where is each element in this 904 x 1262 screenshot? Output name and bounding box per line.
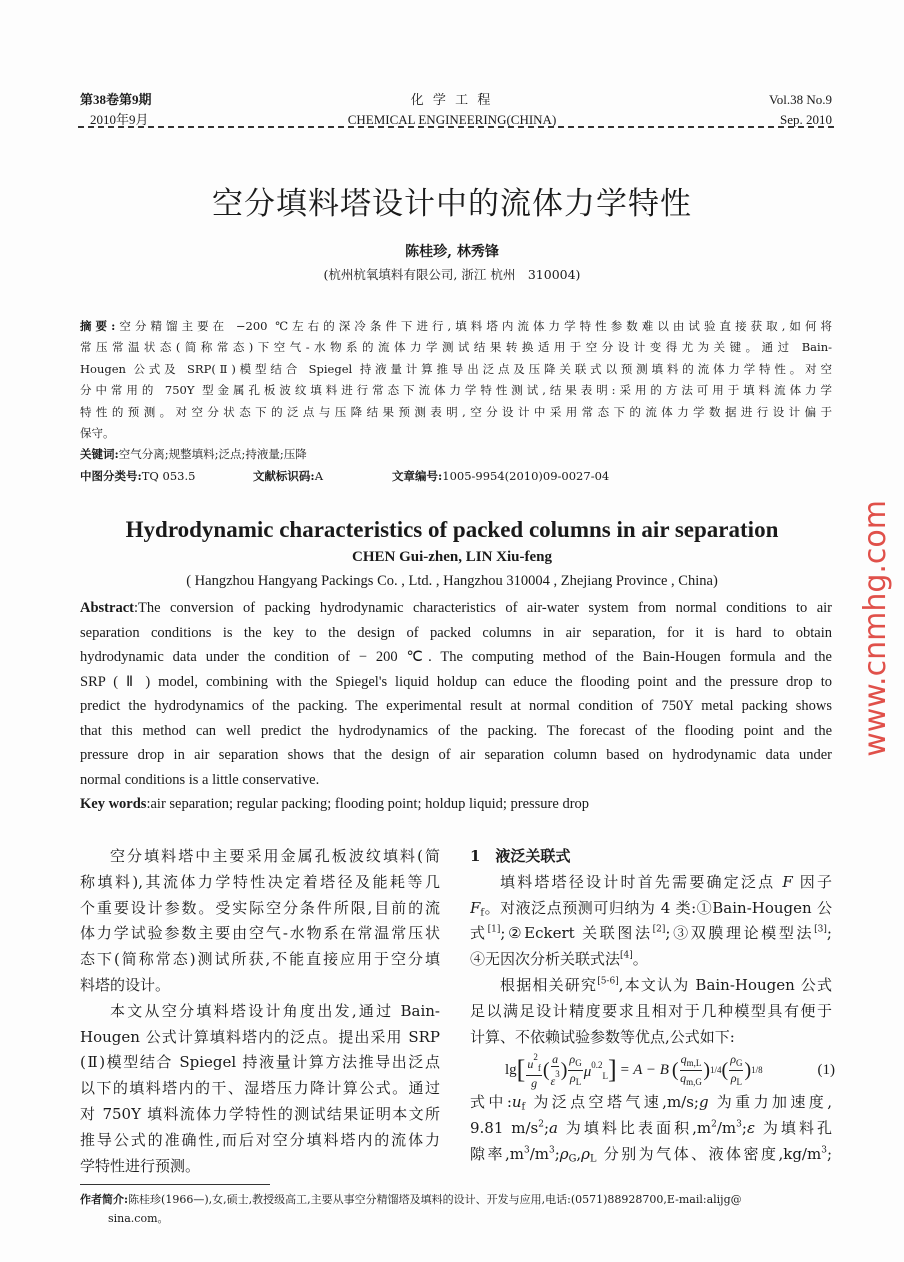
text-segment: :air separation; regular packing; flooding point; holdup liquid; pressure drop (146, 796, 590, 812)
title-cn: 空分填料塔设计中的流体力学特性 (212, 186, 692, 222)
text-segment: 9.81 m/s (470, 1118, 539, 1137)
title-en: Hydrodynamic characteristics of packed columns in air separation (125, 517, 779, 542)
text-segment: F (470, 898, 481, 917)
affiliation-en: ( Hangzhou Hangyang Packings Co. , Ltd. , Hangzhou 310004 , Zhejiang Province , China) (186, 573, 718, 589)
text-line (80, 1128, 440, 1154)
text-segment: 1 液泛关联式 (470, 847, 571, 865)
text-segment: (Ⅱ)模型结合 Spiegel 持液量计算方法推导出泛点 (80, 1053, 440, 1072)
text-segment: /m (529, 1144, 549, 1163)
text-segment: :The conversion of packing hydrodynamic characteristics of air-water system from normal conditions to air (133, 600, 832, 616)
eq-frac-a-eps (551, 1052, 560, 1088)
eq-exp-quarter: 1/4 (710, 1065, 722, 1075)
body-right-column (470, 844, 832, 1050)
eq-frac-rho (568, 1052, 582, 1089)
text-segment: 保守。 (80, 426, 115, 441)
eq-eps: ε (550, 1074, 556, 1088)
text-segment: 特性的预测。对空分状态下的泛点与压降结果预测表明,空分设计中采用常态下的流体力学数据进行设计偏于 (80, 404, 832, 419)
text-segment: ; (826, 1144, 832, 1163)
text-segment: 为重力加速度, (708, 1093, 832, 1111)
text-line (80, 596, 832, 621)
volume-issue-en: Vol.38 No.9 (769, 92, 832, 107)
text-line (80, 1102, 440, 1128)
text-segment: 空分精馏主要在 −200 ℃左右的深冷条件下进行,填料塔内流体力学特性参数难以由试验直接获取,如何将 (115, 319, 832, 333)
watermark: www.cnmhg.com (858, 500, 893, 757)
text-segment: separation conditions is the key to the design of packed columns in air separation, for it is hard to obtain (80, 624, 832, 641)
eq-rho: ρ (569, 1051, 576, 1066)
text-segment: L (590, 1153, 597, 1165)
text-line (470, 1025, 832, 1051)
eq-frac-q (680, 1052, 703, 1089)
eq-sub: L (602, 1070, 608, 1081)
text-line (80, 1025, 440, 1051)
text-line (80, 1050, 440, 1076)
text-segment: predict the hydrodynamics of the packing. The experimental result at normal condition of 750Y metal packing shows (80, 698, 832, 714)
eq-a: a (552, 1052, 559, 1066)
text-line (470, 1090, 832, 1116)
text-segment: normal conditions is a little conservative. (80, 771, 320, 788)
text-line (470, 921, 832, 947)
eq-exp-eighth: 1/8 (751, 1065, 763, 1075)
text-line (470, 844, 832, 870)
date-cn: 2010年9月 (90, 112, 149, 127)
eq-q: q (680, 1070, 687, 1085)
text-segment: A (314, 468, 392, 483)
text-segment: 隙率,m (470, 1144, 524, 1163)
text-segment: 根据相关研究 (500, 975, 598, 994)
eq-rho: ρ (730, 1070, 737, 1085)
eq-mu-exp: 0.2 (591, 1059, 603, 1070)
eq-sub: G (575, 1057, 582, 1068)
text-line (80, 402, 832, 423)
journal-issue-en (769, 90, 832, 130)
text-segment: 。对液泛点预测可归纳为 4 类:①Bain-Hougen 公 (484, 898, 832, 917)
text-segment: a (549, 1118, 558, 1137)
eq-rho: ρ (730, 1051, 736, 1066)
date-en: Sep. 2010 (780, 112, 832, 127)
text-segment: /m (716, 1118, 737, 1137)
text-segment: 个重要设计参数。受实际空分条件所限,目前的流 (80, 898, 440, 917)
text-line (470, 999, 832, 1025)
text-segment: ④无因次分析关联式法 (470, 950, 621, 969)
eq-mu (584, 1060, 608, 1081)
text-line (470, 973, 832, 999)
journal-name-en: CHEMICAL ENGINEERING(CHINA) (347, 112, 557, 127)
text-segment: 2 (538, 1119, 544, 1130)
text-segment: 为泛点空塔气速,m/s; (525, 1093, 699, 1111)
eq-rhs: = A − B (619, 1061, 669, 1078)
text-segment: Hougen 公式及 SRP(Ⅱ)模型结合 Spiegel 持液量计算推导出泛点及压降关联式以预测填料的流体力学特性。对空 (80, 361, 832, 376)
text-segment: [2] (652, 925, 666, 936)
journal-name (302, 90, 602, 130)
text-line (80, 337, 832, 358)
text-segment: 空分填料塔中主要采用金属孔板波纹填料(简 (110, 847, 440, 865)
eq-sub: G (735, 1057, 743, 1068)
eq-rho: ρ (569, 1070, 576, 1085)
text-segment: ρ (581, 1144, 590, 1163)
footnote-label: 作者简介: (80, 1193, 129, 1206)
eq-u: u (527, 1057, 534, 1071)
eq-u-sub: f (537, 1063, 541, 1073)
abstract-cn (80, 316, 832, 487)
eq-q: q (680, 1051, 687, 1066)
text-line (80, 645, 832, 670)
text-segment: g (698, 1093, 709, 1111)
text-line (80, 444, 832, 465)
text-segment: 3 (821, 1145, 827, 1156)
text-segment: 摘要: (80, 319, 116, 333)
text-line (80, 670, 832, 695)
header-rule (78, 126, 834, 128)
eq-g: g (531, 1076, 538, 1090)
text-segment: 推导公式的准确性,而后对空分填料塔内的流体力 (80, 1130, 440, 1149)
body-left-column (80, 844, 440, 1179)
text-segment: [4] (620, 950, 633, 961)
footnote-rule (80, 1184, 270, 1185)
text-line (80, 792, 832, 817)
text-line (470, 1116, 832, 1142)
text-line (80, 423, 832, 444)
eq-lg: lg (505, 1061, 517, 1078)
eq-bracket-open: [ (516, 1055, 526, 1084)
text-segment: 体力学试验参数主要由空气-水物系在常温常压状 (80, 924, 440, 943)
text-segment: ;③双膜理论模型法 (665, 924, 815, 943)
text-segment: 2 (711, 1119, 717, 1130)
text-segment: 关键词: (80, 447, 119, 462)
text-segment: , (576, 1144, 582, 1163)
text-line (470, 896, 832, 922)
text-segment: ; (554, 1144, 560, 1163)
text-line (80, 359, 832, 380)
eq-u-exp: 2 (533, 1052, 538, 1062)
text-segment: 1005-9954(2010)09-0027-04 (442, 468, 610, 483)
text-segment: 为填料比表面积,m (557, 1118, 712, 1137)
text-segment: ε (746, 1118, 756, 1137)
authors-cn: 陈桂珍, 林秀锋 (405, 244, 499, 260)
text-line (80, 466, 832, 487)
affiliation-cn: (杭州杭氧填料有限公司, 浙江 杭州 310004) (323, 267, 581, 282)
text-segment: 分中常用的 750Y 型金属孔板波纹填料进行常态下流体力学特性测试,结果表明:采用的方法可用于填料流体力学 (80, 383, 832, 398)
text-segment: 3 (523, 1145, 530, 1156)
journal-issue-cn (80, 90, 152, 130)
text-segment: [5-6] (597, 976, 619, 987)
text-segment: 。 (632, 950, 648, 969)
text-segment: ; (741, 1118, 747, 1137)
text-segment: SRP ( Ⅱ ) model, combining with the Spiegel's liquid holdup can educe the flooding point and the pressure drop to (80, 673, 832, 690)
text-segment: 学特性进行预测。 (80, 1156, 201, 1175)
journal-name-cn: 化 学 工 程 (410, 92, 494, 107)
text-segment: Hougen 公式计算填料塔内的泛点。提出采用 SRP (80, 1027, 440, 1046)
text-segment: ,本文认为 Bain-Hougen 公式 (618, 975, 832, 994)
text-line (80, 768, 832, 793)
equation-number: (1) (817, 1061, 835, 1078)
text-segment: 文献标识码: (252, 468, 315, 483)
text-line (80, 694, 832, 719)
eq-sub: m,L (686, 1057, 702, 1068)
text-segment: F (782, 872, 793, 891)
text-segment: f (521, 1101, 526, 1113)
text-segment: 文章编号: (392, 468, 443, 483)
text-line (80, 999, 440, 1025)
text-segment: Key words (80, 796, 147, 812)
text-line (80, 380, 832, 401)
text-line (80, 947, 440, 973)
text-segment: 足以满足设计精度要求且相对于几种模型具有便于 (470, 1001, 832, 1020)
abstract-en (80, 596, 832, 817)
eq-sub: L (736, 1076, 742, 1087)
text-segment: 计算、不依赖试验参数等优点,公式如下: (470, 1027, 735, 1046)
eq-sub: m,G (686, 1076, 702, 1087)
author-bio-footnote (80, 1190, 832, 1228)
text-line (80, 1076, 440, 1102)
text-segment: ; (543, 1118, 549, 1137)
text-line (80, 316, 832, 337)
text-segment: Abstract (80, 600, 134, 616)
eq-eps-exp: 3 (555, 1069, 560, 1079)
text-segment: pressure drop in air separation shows that the design of air separation column based on hydrodynamic data under (80, 747, 832, 763)
text-line (470, 870, 832, 896)
text-segment: [3] (814, 925, 827, 936)
text-line (80, 973, 440, 999)
text-line (470, 947, 832, 973)
text-segment: TQ 053.5 (141, 468, 253, 483)
text-segment: ;②Eckert 关联图法 (500, 924, 653, 943)
authors-en: CHEN Gui-zhen, LIN Xiu-feng (351, 549, 553, 565)
text-segment: 对 750Y 填料流体力学特性的测试结果证明本文所 (80, 1104, 440, 1123)
text-segment: 填料塔塔径设计时首先需要确定泛点 (500, 872, 783, 891)
text-segment: 常压常温状态(简称常态)下空气-水物系的流体力学测试结果转换适用于空分设计变得尤为关键。通过 Bain- (80, 340, 832, 355)
text-line (80, 921, 440, 947)
volume-issue-cn: 第38卷第9期 (80, 92, 152, 107)
eq-bracket-close: ] (607, 1055, 617, 1084)
text-line (80, 743, 832, 768)
text-segment: 式中: (470, 1093, 512, 1111)
text-segment: hydrodynamic data under the condition of − 200 ℃. The computing method of the Bain-Hougen formula and the (80, 649, 832, 665)
eq-frac-rho2 (729, 1052, 743, 1089)
eq-frac-u-g (526, 1050, 542, 1090)
text-line (80, 621, 832, 646)
text-line (80, 896, 440, 922)
text-line (80, 1154, 440, 1180)
text-segment: 式 (470, 924, 488, 943)
text-segment: 料塔的设计。 (80, 975, 171, 994)
text-segment: 称填料),其流体力学特性决定着塔径及能耗等几 (80, 872, 440, 891)
text-line (80, 870, 440, 896)
text-segment: 分别为气体、液体密度,kg/m (596, 1144, 822, 1163)
text-line (80, 844, 440, 870)
equation-1: lg [ $\frac{u^2_f}{g}$ ( $\frac{a}{\varepsilon^3}$ ) $\frac{\rho_G}{\rho_L}$ $\mu^{0.2}_L$ ] = A − B ( $\frac{q_{m,L}}{q_{m,G}}$ ) 1/4 ( $\frac{\rho_G}{\rho_L}$ ) 1/8 (1) (505, 1051, 835, 1090)
text-segment: ρ (559, 1144, 569, 1163)
text-line (470, 1142, 832, 1168)
text-line (80, 719, 832, 744)
text-segment: 本文从空分填料塔设计角度出发,通过 Bain- (110, 1001, 440, 1020)
text-segment: 因子 (792, 872, 832, 891)
text-segment: f (480, 907, 485, 919)
text-segment: [1] (487, 925, 501, 936)
text-segment: 以下的填料塔内的干、湿塔压力降计算公式。通过 (80, 1079, 440, 1098)
text-segment: 中图分类号: (80, 468, 142, 483)
footnote-text-cont: sina.com。 (108, 1212, 169, 1225)
body-right-column-continued (470, 1090, 832, 1167)
eq-mu-symbol: μ (583, 1063, 592, 1080)
text-segment: G (568, 1153, 577, 1165)
eq-sub: L (575, 1076, 582, 1087)
text-segment: that this method can well predict the hydrodynamics of the packing. The forecast of the flooding point and the (80, 722, 832, 739)
text-segment: 3 (736, 1119, 742, 1130)
text-segment: 态下(简称常态)测试所获,不能直接应用于空分填 (80, 950, 440, 969)
footnote-text: 陈桂珍(1966—),女,硕士,教授级高工,主要从事空分精馏塔及填料的设计、开发与应用,电话:(0571)88928700,E-mail:alijg@ (128, 1193, 742, 1206)
text-segment: 3 (548, 1145, 555, 1156)
text-segment: 空气分离;规整填料;泛点;持液量;压降 (118, 447, 307, 462)
text-segment: u (511, 1093, 522, 1111)
text-segment: 为填料孔 (755, 1118, 832, 1137)
text-segment: ; (826, 924, 832, 943)
